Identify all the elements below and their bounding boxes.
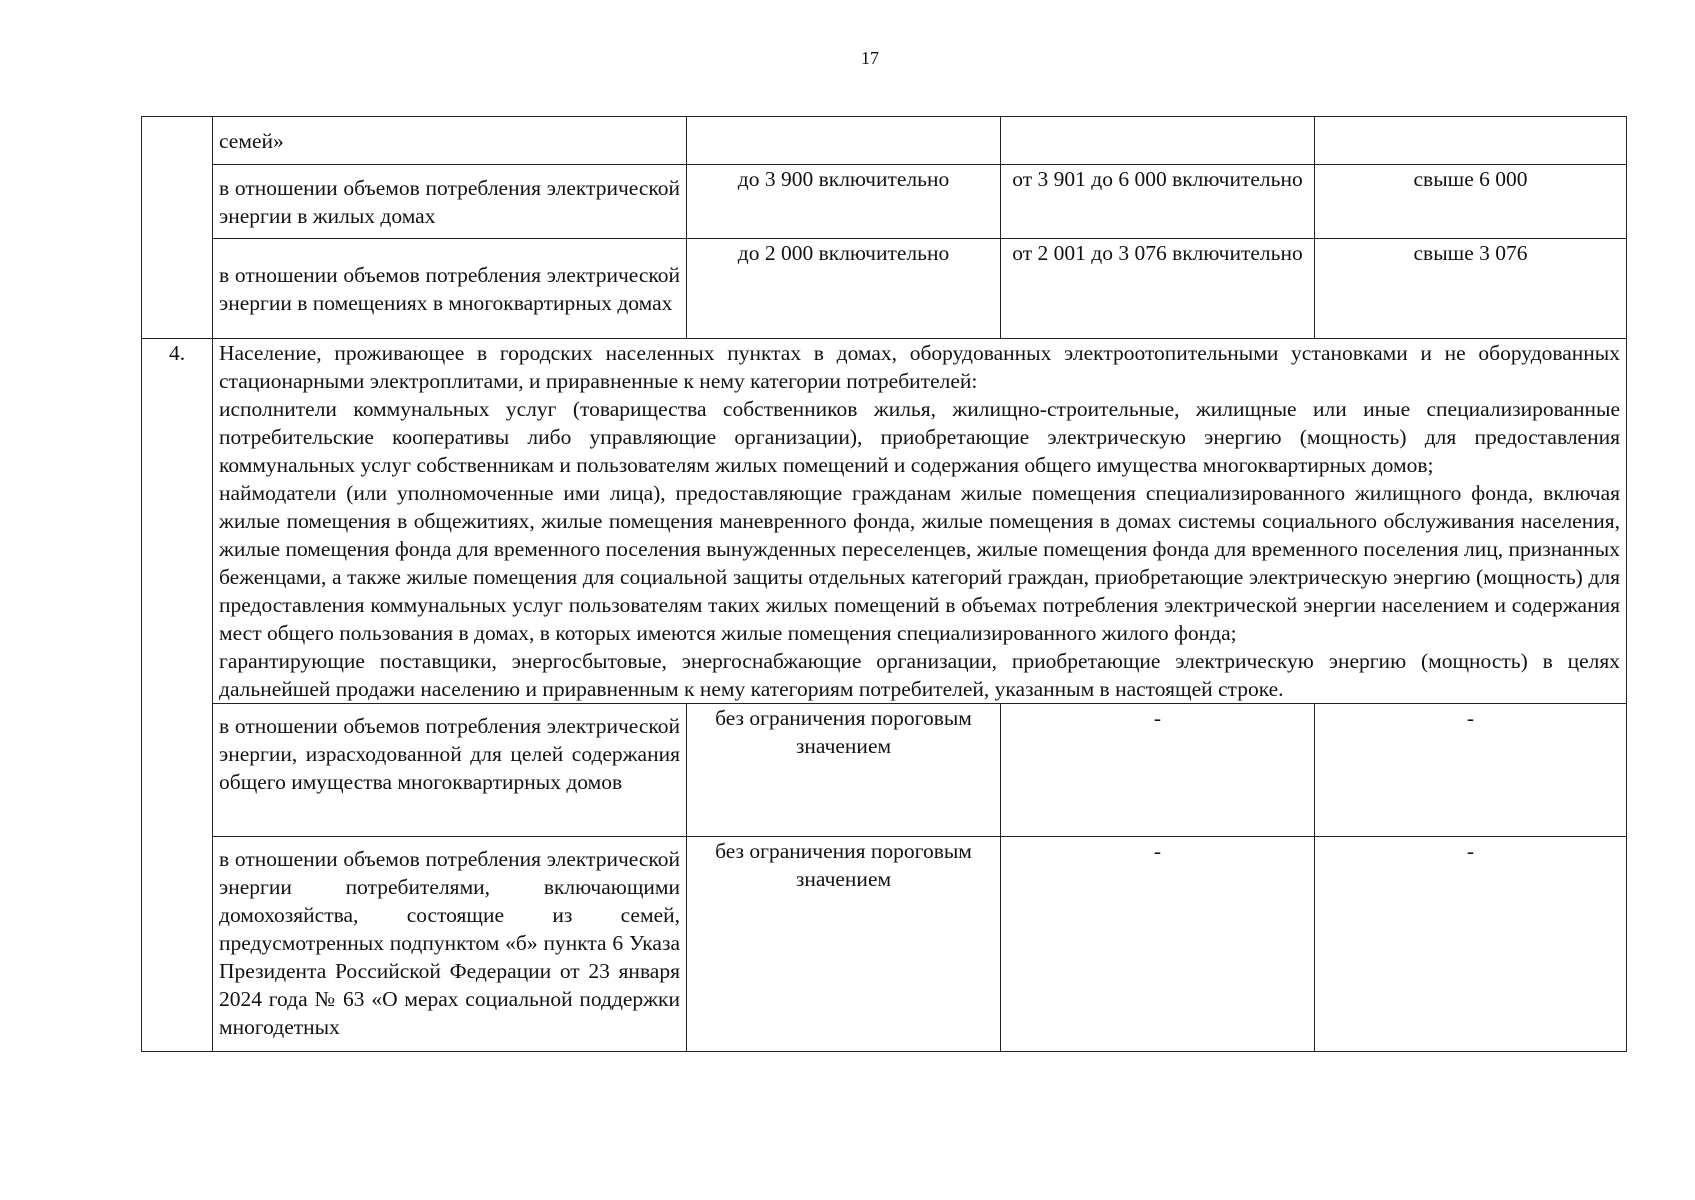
threshold-2: от 2 001 до 3 076 включительно [1001,239,1315,339]
section-4-paragraph: исполнители коммунальных услуг (товарищества собственников жилья, жилищно-строительные, жилищные или иные специализированные потребительские кооперативы либо управляющие организации), приобретающие электрическую энергию (мощность) для предоставления коммунальных услуг собственникам и пользователям жилых помещений и содержания общего имущества многоквартирных домов; [219,397,1620,477]
row-description: в отношении объемов потребления электрической энергии в помещениях в многоквартирных домах [213,239,687,339]
tariff-table [141,116,1627,1052]
section-4-paragraph: наймодатели (или уполномоченные ими лица), предоставляющие гражданам жилые помещения специализированного жилищного фонда, включая жилые помещения в общежитиях, жилые помещения маневренного фонда, жилые помещения в домах системы социального обслуживания населения, жилые помещения фонда для временного поселения вынужденных переселенцев, жилые помещения фонда для временного поселения лиц, признанных беженцами, а также жилые помещения для социальной защиты отдельных категорий граждан, приобретающие электрическую энергию (мощность) для предоставления коммунальных услуг пользователям таких жилых помещений в объемах потребления электрической энергии населением и содержания мест общего пользования в домах, в которых имеются жилые помещения специализированного жилого фонда; [219,481,1620,645]
table-row [142,704,1627,837]
section-4-header-row [142,339,1627,704]
threshold-1: до 2 000 включительно [687,239,1001,339]
threshold-1: до 3 900 включительно [687,165,1001,239]
table-row [142,239,1627,339]
table-row [142,117,1627,165]
threshold-3: - [1315,704,1627,837]
section-4-paragraph: гарантирующие поставщики, энергосбытовые, энергоснабжающие организации, приобретающие электрическую энергию (мощность) в целях дальнейшей продажи населению и приравненным к нему категориям потребителей, указанным в настоящей строке. [219,649,1620,701]
row-description: в отношении объемов потребления электрической энергии потребителями, включающими домохозяйства, состоящие из семей, предусмотренных подпунктом «б» пункта 6 Указа Президента Российской Федерации от 23 января 2024 года № 63 «О мерах социальной поддержки многодетных [213,837,687,1052]
threshold-3: свыше 6 000 [1315,165,1627,239]
threshold-2: - [1001,704,1315,837]
row-description: в отношении объемов потребления электрической энергии в жилых домах [213,165,687,239]
row-description: семей» [213,117,687,165]
row-number-cell-empty [142,117,213,339]
threshold-2 [1001,117,1315,165]
table-row [142,837,1627,1052]
row-description: в отношении объемов потребления электрической энергии, израсходованной для целей содержания общего имущества многоквартирных домов [213,704,687,837]
threshold-1: без ограничения пороговым значением [687,837,1001,1052]
table-row [142,165,1627,239]
threshold-3: - [1315,837,1627,1052]
threshold-1: без ограничения пороговым значением [687,704,1001,837]
section-4-text [213,339,1627,704]
section-number: 4. [142,339,213,1052]
threshold-2: - [1001,837,1315,1052]
section-4-paragraph: Население, проживающее в городских населенных пунктах в домах, оборудованных электроотопительными установками и не оборудованных стационарными электроплитами, и приравненные к нему категории потребителей: [219,341,1620,393]
threshold-3 [1315,117,1627,165]
threshold-1 [687,117,1001,165]
threshold-3: свыше 3 076 [1315,239,1627,339]
page-number: 17 [861,48,879,68]
threshold-2: от 3 901 до 6 000 включительно [1001,165,1315,239]
